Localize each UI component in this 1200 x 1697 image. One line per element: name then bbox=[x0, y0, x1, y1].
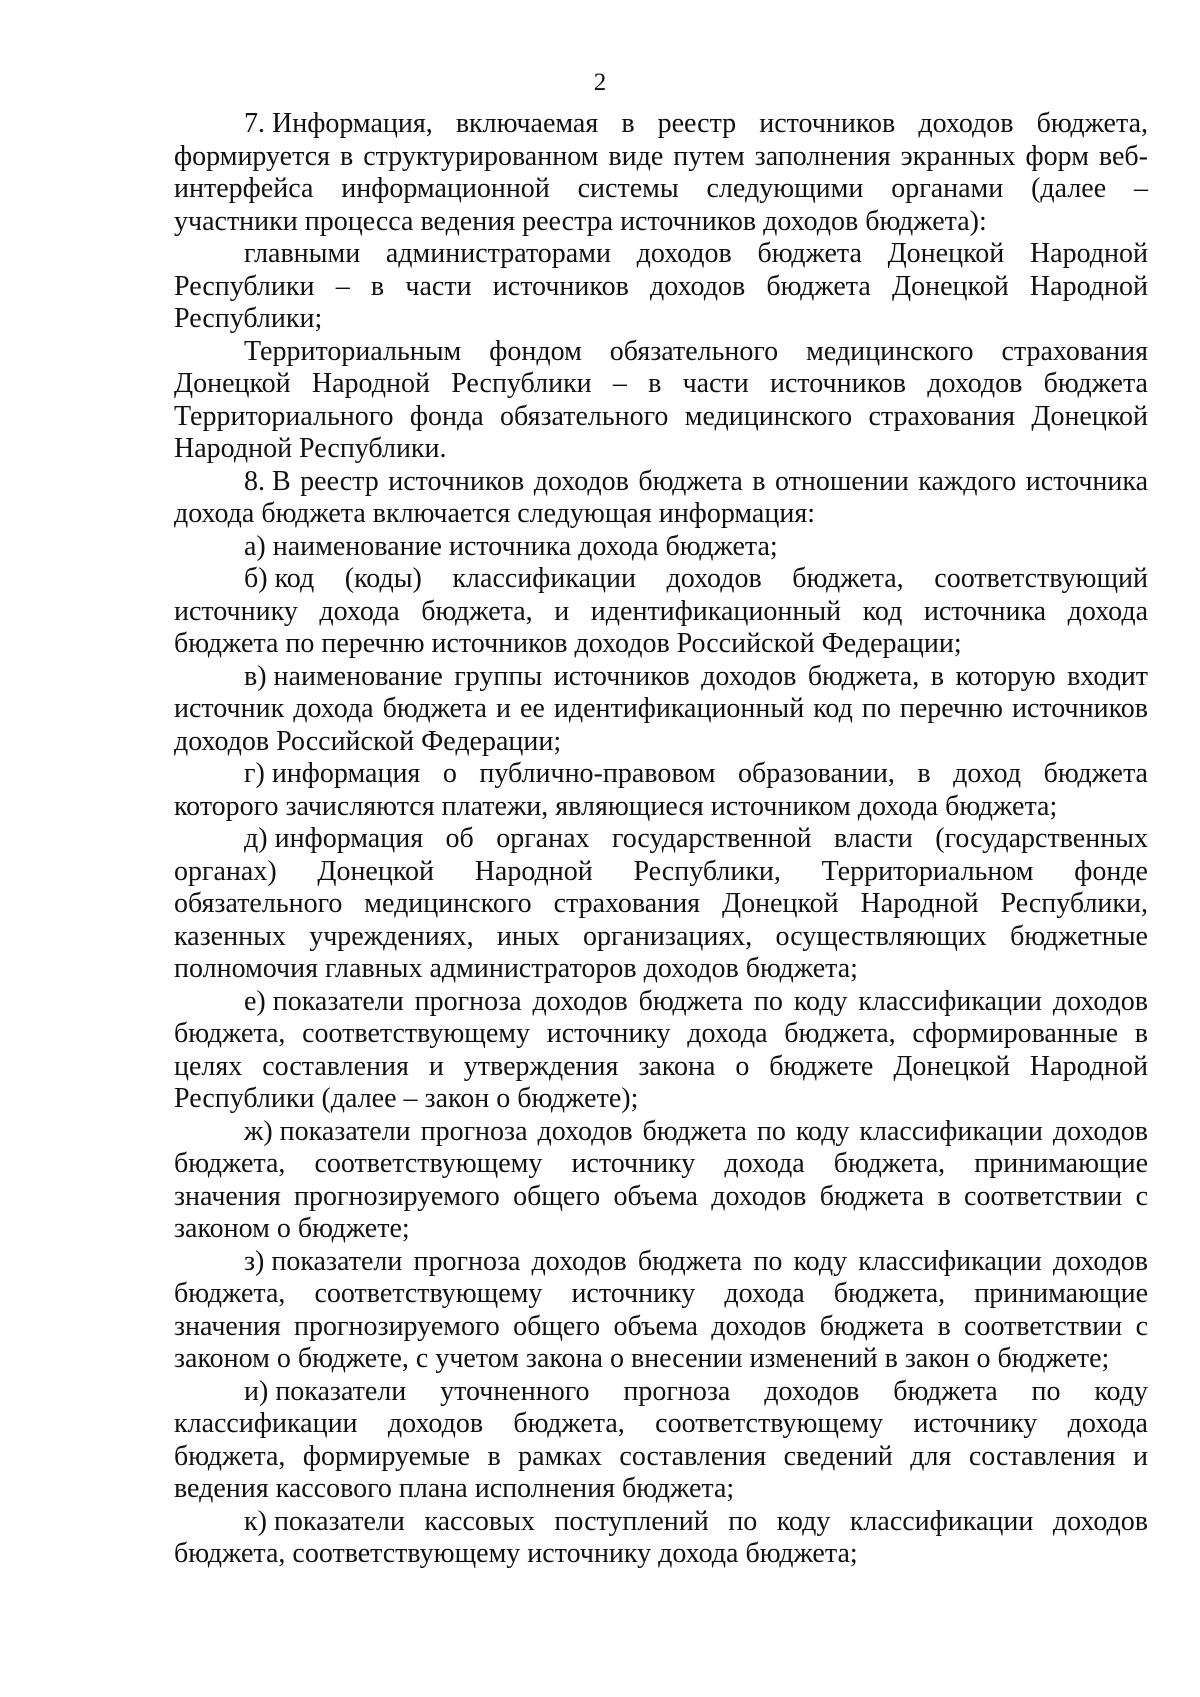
paragraph-item-8 bbox=[174, 466, 1148, 531]
list-marker: б) bbox=[244, 563, 268, 594]
list-item-g bbox=[174, 758, 1148, 823]
list-item-i bbox=[174, 1376, 1148, 1506]
list-marker: к) bbox=[244, 1505, 267, 1537]
list-item-text: информация о публично-правовом образовании, в доход бюджета которого зачисляются платежи, являющиеся источником дохода бюджета; bbox=[174, 758, 1148, 822]
list-marker: а) bbox=[244, 530, 266, 562]
list-item-text: показатели прогноза доходов бюджета по коду классификации доходов бюджета, соответствующему источнику дохода бюджета, принимающие значения прогнозируемого общего объема доходов бюджета в соответствии с законом о бюджете; bbox=[174, 1115, 1148, 1244]
list-item-text: показатели кассовых поступлений по коду классификации доходов бюджета, соответствующему источнику дохода бюджета; bbox=[174, 1505, 1148, 1569]
paragraph-text: главными администраторами доходов бюджета Донецкой Народной Республики – в части источников доходов бюджета Донецкой Народной Республики; bbox=[174, 238, 1148, 334]
paragraph-marker: 7. bbox=[244, 108, 265, 139]
list-item-d bbox=[174, 823, 1148, 986]
document-body bbox=[174, 108, 1148, 1571]
list-item-text: показатели уточненного прогноза доходов бюджета по коду классификации доходов бюджета, соответствующему источнику дохода бюджета, формируемые в рамках составления сведений для составления и ведения кассового плана исполнения бюджета; bbox=[174, 1375, 1148, 1504]
list-item-text: показатели прогноза доходов бюджета по коду классификации доходов бюджета, соответствующему источнику дохода бюджета, сформированные в целях составления и утверждения закона о бюджете Донецкой Народной Республики (далее – закон о бюджете); bbox=[174, 985, 1148, 1114]
paragraph-text: Информация, включаемая в реестр источников доходов бюджета, формируется в структурированном виде путем заполнения экранных форм веб-интерфейса информационной системы следующими органами (далее – участники процесса ведения реестра источников доходов бюджета): bbox=[174, 108, 1148, 237]
list-marker: и) bbox=[244, 1375, 269, 1407]
list-item-v bbox=[174, 661, 1148, 759]
paragraph-marker: 8. bbox=[244, 465, 265, 497]
list-item-z bbox=[174, 1246, 1148, 1376]
list-marker: д) bbox=[244, 823, 268, 854]
paragraph-main-administrators bbox=[174, 238, 1148, 336]
paragraph-territorial-fund bbox=[174, 336, 1148, 466]
list-marker: з) bbox=[244, 1245, 265, 1277]
list-item-a bbox=[174, 531, 1148, 564]
list-item-k bbox=[174, 1506, 1148, 1571]
page-number: 2 bbox=[593, 69, 607, 96]
paragraph-item-7 bbox=[174, 108, 1148, 238]
list-marker: ж) bbox=[244, 1115, 273, 1147]
list-marker: е) bbox=[244, 985, 266, 1017]
list-item-text: информация об органах государственной власти (государственных органах) Донецкой Народной Республики, Территориальном фонде обязательного медицинского страхования Донецкой Народной Республики, казенных учреждениях, иных организациях, осуществляющих бюджетные полномочия главных администраторов доходов бюджета; bbox=[174, 823, 1148, 984]
paragraph-text: В реестр источников доходов бюджета в отношении каждого источника дохода бюджета включается следующая информация: bbox=[174, 465, 1148, 529]
list-item-e bbox=[174, 986, 1148, 1116]
list-item-zh bbox=[174, 1116, 1148, 1246]
list-item-text: наименование источника дохода бюджета; bbox=[272, 530, 778, 562]
list-item-b bbox=[174, 563, 1148, 661]
list-item-text: показатели прогноза доходов бюджета по коду классификации доходов бюджета, соответствующему источнику дохода бюджета, принимающие значения прогнозируемого общего объема доходов бюджета в соответствии с законом о бюджете, с учетом закона о внесении изменений в закон о бюджете; bbox=[174, 1245, 1148, 1374]
paragraph-text: Территориальным фондом обязательного медицинского страхования Донецкой Народной Республики – в части источников доходов бюджета Территориального фонда обязательного медицинского страхования Донецкой Народной Республики. bbox=[174, 335, 1148, 464]
list-marker: в) bbox=[244, 660, 267, 692]
list-marker: г) bbox=[244, 758, 265, 789]
list-item-text: код (коды) классификации доходов бюджета, соответствующий источнику дохода бюджета, и идентификационный код источника дохода бюджета по перечню источников доходов Российской Федерации; bbox=[174, 563, 1148, 659]
list-item-text: наименование группы источников доходов бюджета, в которую входит источник дохода бюджета и ее идентификационный код по перечню источников доходов Российской Федерации; bbox=[174, 660, 1148, 757]
